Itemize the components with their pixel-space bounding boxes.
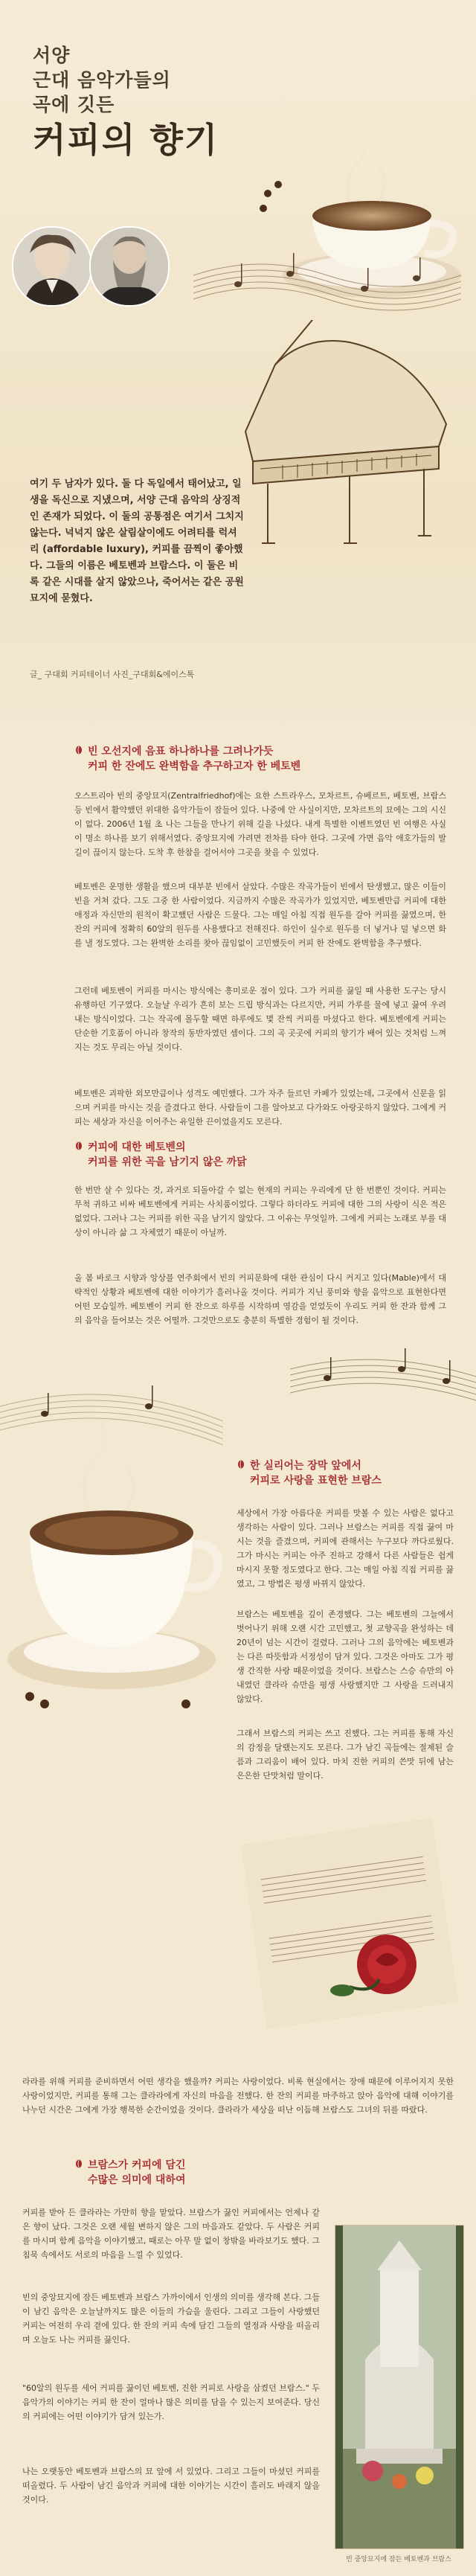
kicker-line: 서양 [33,45,71,66]
section4-paragraph-1: 커피를 받아 든 클라라는 가만히 향을 맡았다. 브람스가 끓인 커피에서는 언제나 같은 향이 났다. 그것은 오랜 세월 변하지 않은 그의 마음과도 같았다. 두 사람은 커피를 마시며 함께 음악을 이야기했고, 때로는 아무 말 없이 창밖을 바라보기도 했다. 그 침묵 속에서도 서로의 마음을 느낄 수 있었다. [22,2208,320,2260]
coffee-bean-icon [74,2159,83,2168]
section3-paragraph-3: 그래서 브람스의 커피는 쓰고 진했다. 그는 커피를 통해 자신의 감정을 달랬는지도 모른다. 그가 남긴 곡들에는 절제된 슬픔과 그리움이 배어 있다. 마치 진한 커피의 쓴맛 뒤에 남는 은은한 단맛처럼 말이다. [237,1728,454,1781]
heading-line: 한 실리어는 장막 앞에서 [237,1458,460,1473]
section3-paragraph-1: 세상에서 가장 아름다운 커피를 맛볼 수 있는 사람은 없다고 생각하는 사람이 있다. 그러나 브람스는 커피를 직접 끓여 마시는 것을 즐겼으며, 커피에 관해서는 누구보다 까다로웠다. 그가 마시는 커피는 아주 진하고 강해서 다른 사람들은 쉽게 마시지 못할 정도였다고 한다. 그는 매일 아침 직접 커피를 끓였고, 그 방법은 평생 바뀌지 않았다. [237,1508,454,1589]
heading-line: 커피에 대한 베토벤의 [74,1140,402,1155]
section2-paragraph-1: 한 번만 살 수 있다는 것, 과거로 되돌아갈 수 없는 현재의 커피는 우리에게 단 한 번뿐인 것이다. 커피는 무척 귀하고 비싸 베토벤에게 커피는 사치품이었다. 그렇다 하더라도 커피에 대한 그의 사랑이 식은 적은 없었다. 그러나 그는 커피를 위한 곡을 남기지 않았다. 그 이유는 무엇일까. 그에게 커피는 노래로 부를 대상이 아니라 삶 그 자체였기 때문이 아닐까. [74,1185,446,1237]
section-heading [74,2158,327,2188]
section-heading [237,1458,460,1488]
heading-line: 커피 한 잔에도 완벽함을 추구하고자 한 베토벤 [88,760,301,772]
byline: 글_ 구대회 커피테이너 사진_구대회&에이스톡 [30,670,195,679]
section1-paragraph-3: 그런데 베토벤이 커피를 마시는 방식에는 흥미로운 점이 있다. 그가 커피를 끓일 때 사용한 도구는 당시 유행하던 기구였다. 오늘날 우리가 흔히 보는 드립 방식과는 다르지만, 커피 가루를 물에 넣고 끓여 우려내는 방식이었다. 그는 작곡에 몰두할 때면 하루에도 몇 잔씩 커피를 마셨다고 한다. 베토벤에게 커피는 단순한 기호품이 아니라 창작의 동반자였던 셈이다. 그의 곡 곳곳에 커피의 향기가 배어 있는 것처럼 느껴지는 것도 무리는 아닐 것이다. [74,986,446,1052]
section3-paragraph-2: 브람스는 베토벤을 깊이 존경했다. 그는 베토벤의 그늘에서 벗어나기 위해 오랜 시간 고민했고, 첫 교향곡을 완성하는 데 20년이 넘는 시간이 걸렸다. 그러나 그의 음악에는 베토벤과는 다른 따뜻함과 서정성이 담겨 있다. 그것은 아마도 그가 평생 간직한 사랑 때문이었을 것이다. 브람스는 스승 슈만의 아내였던 클라라 슈만을 평생 사랑했지만 그 사랑을 드러내지 않았다. [237,1609,454,1704]
grand-piano-illustration [223,320,469,565]
kicker-line: 근대 음악가들의 [33,69,171,91]
coffee-cup-with-sheet-music [0,1377,223,1726]
section-heading [74,744,402,774]
heading-line: 브람스가 커피에 담긴 [74,2158,327,2173]
heading-line: 커피로 사랑을 표현한 브람스 [250,1475,382,1487]
coffee-bean-icon [237,1460,245,1469]
section1-paragraph-4: 베토벤은 괴팍한 외모만큼이나 성격도 예민했다. 그가 자주 들르던 카페가 있었는데, 그곳에서 신문을 읽으며 커피를 마시는 것을 즐겼다고 한다. 사람들이 그를 알아보고 다가와도 아랑곳하지 않았다. 그에게 커피는 세상과 자신을 이어주는 유일한 끈이었을지도 모른다. [74,1089,446,1127]
photo-caption: 빈 중앙묘지에 잠든 베토벤과 브람스 [346,2556,451,2563]
beethoven-portrait [12,226,92,307]
grave-photo [335,2225,464,2549]
section-heading [74,1140,402,1170]
section4-paragraph-4: 나는 오랫동안 베토벤과 브람스의 묘 앞에 서 있었다. 그리고 그들이 마셨던 커피를 떠올렸다. 두 사람이 남긴 음악과 커피에 대한 이야기는 시간이 흘러도 바래지 않을 것이다. [22,2467,320,2505]
coffee-bean-icon [74,1141,83,1150]
kicker-line: 곡에 깃든 [33,94,115,115]
intro-paragraph: 여기 두 남자가 있다. 둘 다 독일에서 태어났고, 일생을 독신으로 지냈으며, 서양 근대 음악의 상징적인 존재가 되었다. 이 둘의 공통점은 여기서 그치지 않는다. 넉넉지 않은 살림살이에도 어려티를 럭셔리 (affordable luxury), 커피를 끔찍이 좋아했다. 그들의 이름은 베토벤과 브람스다. 이 둘은 비록 같은 시대를 살지 않았으나, 죽어서는 같은 공원묘지에 묻혔다. [30,478,244,604]
section1-paragraph-1: 오스트리아 빈의 중앙묘지(Zentralfriedhof)에는 요한 스트라우스, 모차르트, 슈베르트, 베토벤, 브람스 등 빈에서 활약했던 위대한 음악가들이 잠들어 있다. 나중에 안 사실이지만, 모차르트의 묘에는 그의 시신이 없다. 2006년 1월 초 나는 그들을 만나기 위해 길을 나섰다. 내게 특별한 이벤트였던 빈 여행은 사실 이 명소 하나를 보기 위해서였다. 중앙묘지에 가려면 전차를 타야 한다. 그곳에 가면 음악 애호가들의 발길이 끊이지 않는다. 도착 후 한참을 걸어서야 그곳을 찾을 수 있었다. [74,791,446,857]
kicker [33,43,171,117]
heading-line: 수많은 의미에 대하여 [88,2174,186,2186]
heading-line: 커피를 위한 곡을 남기지 않은 까닭 [88,1156,247,1168]
hero-section [0,0,476,744]
section3-paragraph-4: 라라를 위해 커피를 준비하면서 어떤 생각을 했을까? 커피는 사랑이었다. 비록 현실에서는 장애 때문에 이루어지지 못한 사랑이었지만, 커피를 통해 그는 클라라에게 자신의 마음을 전했다. 한 잔의 커피를 마주하고 앉아 음악에 대해 이야기를 나누던 시간은 그에게 가장 행복한 순간이었을 것이다. 클라라가 세상을 떠난 이듬해 브람스도 그녀의 뒤를 따랐다. [22,2077,454,2115]
section2-paragraph-2: 올 봄 바로크 시향과 앙상블 연주회에서 빈의 커피문화에 대한 관심이 다시 커지고 있다(Mable)에서 대략적인 상황과 베토벤에 대한 이야기가 흘러나올 것이다. 커피가 지닌 풍미와 향을 음악으로 표현한다면 어떤 모습일까. 베토벤이 커피 한 잔으로 하루를 시작하며 영감을 얻었듯이 우리도 커피 한 잔과 함께 그의 음악을 들어보는 것은 어떨까. 그것만으로도 충분히 특별한 경험이 될 것이다. [74,1273,446,1325]
coffee-bean-icon [74,746,83,754]
heading-line: 빈 오선지에 음표 하나하나를 그려나가듯 [74,744,402,759]
roses-on-sheet-music [223,1801,469,2046]
section4-paragraph-3: "60알의 원두를 세어 커피를 끓이던 베토벤, 진한 커피로 사랑을 삼켰던 브람스." 두 음악가의 이야기는 커피 한 잔이 얼마나 많은 의미를 담을 수 있는지 보여준다. 당신의 커피에는 어떤 이야기가 담겨 있는가. [22,2383,320,2421]
section1-paragraph-2: 베토벤은 운명한 생활을 했으며 대부분 빈에서 살았다. 수많은 작곡가들이 빈에서 탄생했고, 많은 이들이 빈을 거쳐 갔다. 그도 그중 한 사람이었다. 지금까지 수많은 작곡가가 있었지만, 베토벤만큼 커피에 대한 애정과 자신만의 원칙이 확고했던 사람은 드물다. 그는 매일 아침 직접 원두를 갈아 커피를 끓였으며, 한 잔의 커피에 정확히 60알의 원두를 사용했다고 전해진다. 하인이 실수로 원두를 더 넣거나 덜 넣으면 화를 낼 정도였다. 그는 완벽한 소리를 찾아 끊임없이 고민했듯이 커피 한 잔에도 완벽함을 추구했다. [74,882,446,948]
section4-paragraph-2: 빈의 중앙묘지에 잠든 베토벤과 브람스 가까이에서 인생의 의미를 생각해 본다. 그들이 남긴 음악은 오늘날까지도 많은 이들의 가슴을 울린다. 그리고 그들이 사랑했던 커피는 여전히 우리 곁에 있다. 한 잔의 커피 속에 담긴 그들의 열정과 사랑을 떠올리며 오늘도 나는 커피를 끓인다. [22,2293,320,2345]
brahms-portrait [89,226,170,307]
page-title: 커피의 향기 [33,120,219,160]
sheet-music-decoration [290,1332,476,1421]
